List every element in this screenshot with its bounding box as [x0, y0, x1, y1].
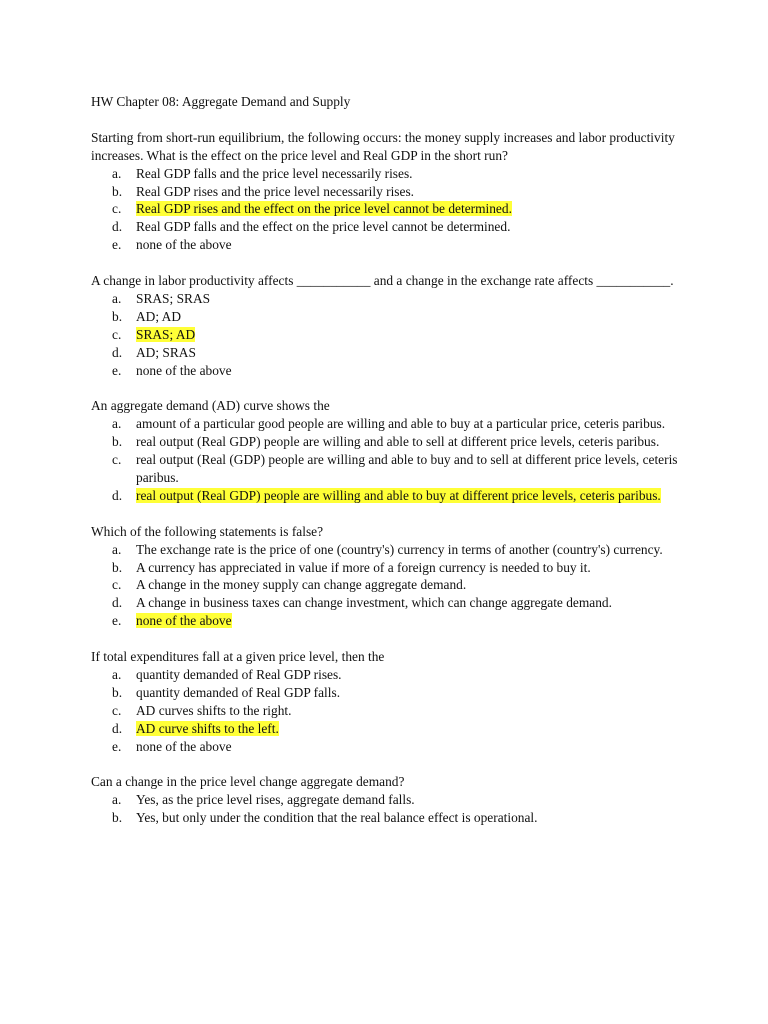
option-letter: e. — [112, 362, 122, 378]
answer-option — [91, 738, 691, 756]
answer-options — [91, 791, 691, 827]
option-text: A change in business taxes can change investment, which can change aggregate demand. — [136, 595, 612, 611]
answer-option — [91, 362, 691, 380]
option-letter: a. — [112, 666, 122, 682]
answer-option — [91, 541, 691, 559]
answer-option — [91, 326, 691, 344]
question-text: Starting from short-run equilibrium, the following occurs: the money supply increases and labor productivity increases. What is the effect on the price level and Real GDP in the short run? — [91, 129, 675, 163]
option-text: SRAS; AD — [136, 326, 196, 342]
question-text: An aggregate demand (AD) curve shows the — [91, 398, 330, 414]
option-text: real output (Real GDP) people are willing and able to sell at different price levels, ceteris paribus. — [136, 434, 660, 450]
option-text: quantity demanded of Real GDP rises. — [136, 666, 342, 682]
answer-option — [91, 702, 691, 720]
question-text: Which of the following statements is false? — [91, 523, 324, 539]
document-page — [91, 93, 691, 845]
answer-options — [91, 666, 691, 756]
answer-option — [91, 433, 691, 451]
option-letter: a. — [112, 416, 122, 432]
option-text: Yes, but only under the condition that the real balance effect is operational. — [136, 810, 538, 826]
answer-option — [91, 183, 691, 201]
option-text: SRAS; SRAS — [136, 290, 211, 306]
answer-option — [91, 594, 691, 612]
answer-option — [91, 559, 691, 577]
answer-option — [91, 791, 691, 809]
option-letter: a. — [112, 290, 122, 306]
option-text: AD; AD — [136, 308, 182, 324]
question-text: A change in labor productivity affects ___________ and a change in the exchange rate affects ___________. — [91, 273, 674, 289]
option-text: AD; SRAS — [136, 344, 196, 360]
answer-option — [91, 415, 691, 433]
option-text: Real GDP rises and the price level necessarily rises. — [136, 183, 415, 199]
option-text: Real GDP falls and the effect on the price level cannot be determined. — [136, 219, 511, 235]
option-text: none of the above — [136, 613, 232, 629]
option-text: Real GDP falls and the price level necessarily rises. — [136, 165, 413, 181]
option-letter: b. — [112, 810, 123, 826]
answer-option — [91, 720, 691, 738]
option-letter: e. — [112, 237, 122, 253]
answer-options — [91, 415, 691, 505]
option-letter: c. — [112, 452, 122, 468]
question-3 — [91, 397, 691, 504]
answer-option — [91, 200, 691, 218]
question-5 — [91, 648, 691, 755]
question-2 — [91, 272, 691, 379]
option-letter: b. — [112, 684, 123, 700]
answer-option — [91, 576, 691, 594]
option-text: real output (Real GDP) people are willing and able to buy at different price levels, ceteris paribus. — [136, 487, 661, 503]
option-letter: d. — [112, 595, 123, 611]
option-letter: c. — [112, 201, 122, 217]
option-text: A change in the money supply can change aggregate demand. — [136, 577, 467, 593]
option-text: quantity demanded of Real GDP falls. — [136, 684, 341, 700]
answer-option — [91, 487, 691, 505]
option-letter: b. — [112, 183, 123, 199]
option-text: none of the above — [136, 237, 232, 253]
question-6 — [91, 773, 691, 827]
answer-option — [91, 612, 691, 630]
option-letter: e. — [112, 613, 122, 629]
option-letter: c. — [112, 326, 122, 342]
answer-option — [91, 684, 691, 702]
option-text: none of the above — [136, 738, 232, 754]
document-title: HW Chapter 08: Aggregate Demand and Supply — [91, 94, 351, 109]
answer-option — [91, 809, 691, 827]
option-letter: d. — [112, 219, 123, 235]
option-text: A currency has appreciated in value if more of a foreign currency is needed to buy it. — [136, 559, 591, 575]
option-letter: a. — [112, 541, 122, 557]
option-text: AD curves shifts to the right. — [136, 702, 292, 718]
option-letter: d. — [112, 487, 123, 503]
option-letter: d. — [112, 344, 123, 360]
option-letter: b. — [112, 559, 123, 575]
answer-option — [91, 666, 691, 684]
option-letter: b. — [112, 308, 123, 324]
answer-option — [91, 451, 691, 487]
answer-option — [91, 236, 691, 254]
question-4 — [91, 523, 691, 630]
option-letter: c. — [112, 702, 122, 718]
question-text: If total expenditures fall at a given price level, then the — [91, 649, 385, 665]
option-letter: c. — [112, 577, 122, 593]
answer-options — [91, 290, 691, 380]
question-text: Can a change in the price level change aggregate demand? — [91, 774, 405, 790]
option-letter: d. — [112, 720, 123, 736]
answer-option — [91, 218, 691, 236]
option-text: AD curve shifts to the left. — [136, 720, 279, 736]
option-letter: a. — [112, 165, 122, 181]
answer-option — [91, 290, 691, 308]
option-text: The exchange rate is the price of one (country's) currency in terms of another (country's) currency. — [136, 541, 663, 557]
option-letter: e. — [112, 738, 122, 754]
option-text: Yes, as the price level rises, aggregate demand falls. — [136, 792, 415, 808]
question-1 — [91, 129, 691, 254]
option-letter: b. — [112, 434, 123, 450]
option-text: Real GDP rises and the effect on the price level cannot be determined. — [136, 201, 512, 217]
answer-option — [91, 308, 691, 326]
answer-options — [91, 165, 691, 255]
answer-options — [91, 541, 691, 631]
answer-option — [91, 165, 691, 183]
option-letter: a. — [112, 792, 122, 808]
option-text: none of the above — [136, 362, 232, 378]
option-text: real output (Real (GDP) people are willing and able to buy and to sell at different price levels, ceteris paribus. — [136, 452, 678, 485]
option-text: amount of a particular good people are willing and able to buy at a particular price, ceteris paribus. — [136, 416, 666, 432]
answer-option — [91, 344, 691, 362]
